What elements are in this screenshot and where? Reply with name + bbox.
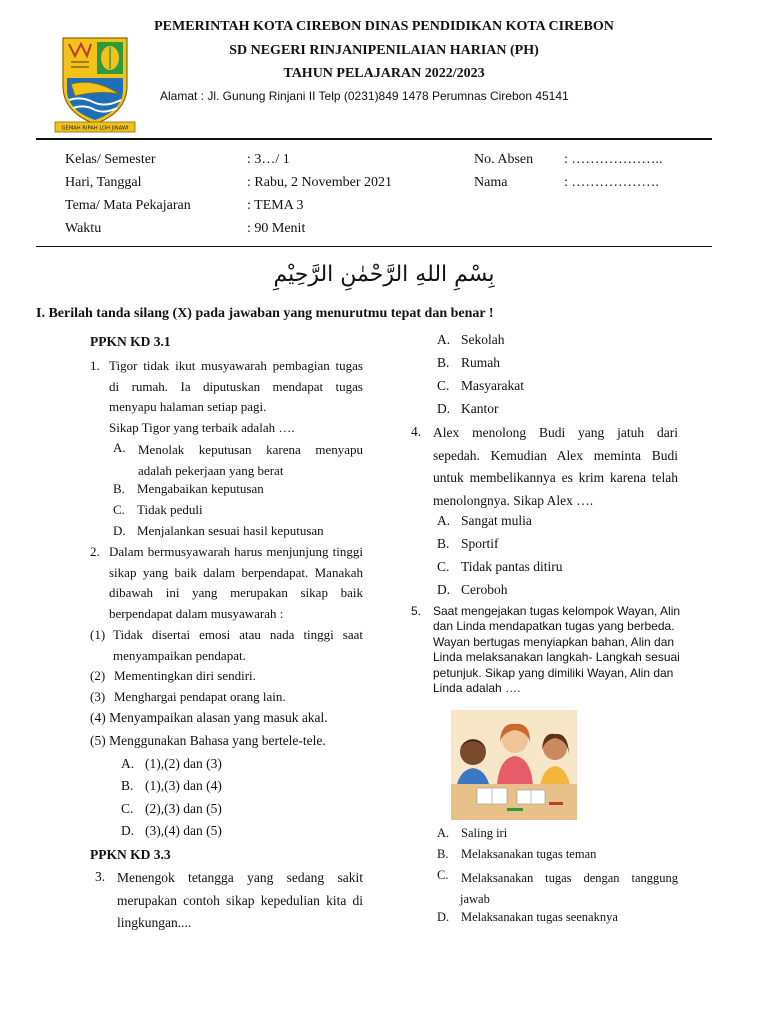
q3-number: 3. (95, 869, 106, 884)
q3-option-c[interactable]: C. Masyarakat (437, 378, 524, 393)
q3-text: Menengok tetangga yang sedang sakit merupakan contoh sikap kepedulian kita di lingkungan.... (117, 870, 363, 930)
q2-item-2: (2) Mementingkan diri sendiri. (90, 668, 256, 683)
kelas-value: : 3…/ 1 (247, 152, 290, 167)
q4-text: Alex menolong Budi yang jatuh dari sepedah. Kemudian Alex meminta Budi untuk membelikannya es krim karena telah menolongnya. Sikap Alex …. (433, 425, 678, 508)
tema-label: Tema/ Mata Pekajaran (65, 198, 191, 213)
info-divider (36, 246, 712, 247)
q5-option-b[interactable]: B. Melaksanakan tugas teman (437, 847, 597, 861)
q1-option-c[interactable]: C. Tidak peduli (113, 502, 203, 517)
waktu-label: Waktu (65, 221, 102, 236)
header-line-2: SD NEGERI RINJANIPENILAIAN HARIAN (PH) (229, 43, 539, 58)
q2-number: 2. (90, 544, 100, 559)
nama-label: Nama (474, 175, 508, 190)
nama-field[interactable]: : ………………. (564, 175, 659, 190)
q5-number: 5. (411, 604, 422, 618)
q5-text: Saat mengejakan tugas kelompok Wayan, Alin dan Linda mendapatkan tugas yang berbeda. Wayan bertugas menyiapkan bahan, Alin dan Linda melaksanakan langkah- Langkah sesuai petunjuk. Sikap yang dimiliki Wayan, Alin dan Linda adalah …. (433, 604, 681, 696)
hari-label: Hari, Tanggal (65, 175, 142, 190)
hari-value: : Rabu, 2 November 2021 (247, 175, 393, 190)
q5-option-d[interactable]: D. Melaksanakan tugas seenaknya (437, 910, 618, 924)
q1-text: Tigor tidak ikut musyawarah pembagian tugas di rumah. Ia diputuskan mendapat tugas menyapu halaman setiap pagi. (109, 358, 363, 415)
q2-text: Dalam bermusyawarah harus menjunjung tinggi sikap yang baik dalam berpendapat. Manakah dibawah ini yang merupakan sikap baik berpendapat dalam musyawarah : (109, 544, 363, 621)
cirebon-city-logo (53, 34, 137, 134)
q1-ask: Sikap Tigor yang terbaik adalah …. (109, 420, 295, 435)
children-studying-illustration (451, 710, 577, 820)
q4-option-d[interactable]: D. Ceroboh (437, 582, 508, 597)
q2-option-d[interactable]: D. (3),(4) dan (5) (121, 823, 222, 838)
logo-motto: GEMAH RIPAH LOH JINAWI (61, 125, 129, 132)
q2-item-1: Tidak disertai emosi atau nada tinggi saat menyampaikan pendapat. (113, 627, 363, 663)
q2-item-4: (4) Menyampaikan alasan yang masuk akal. (90, 710, 328, 725)
q2-option-c[interactable]: C. (2),(3) dan (5) (121, 801, 222, 816)
header-line-3: TAHUN PELAJARAN 2022/2023 (283, 66, 485, 81)
q2-item-5: (5) Menggunakan Bahasa yang bertele-tele. (90, 733, 326, 748)
waktu-value: : 90 Menit (247, 221, 306, 236)
q2-option-a[interactable]: A. (1),(2) dan (3) (121, 756, 222, 771)
kd-heading-3-3: PPKN KD 3.3 (90, 847, 171, 862)
q4-option-b[interactable]: B. Sportif (437, 536, 499, 551)
q4-option-c[interactable]: C. Tidak pantas ditiru (437, 559, 563, 574)
q4-number: 4. (411, 424, 422, 439)
q1-option-d[interactable]: D. Menjalankan sesuai hasil keputusan (113, 523, 324, 538)
absen-label: No. Absen (474, 152, 534, 167)
q3-option-a[interactable]: A. Sekolah (437, 332, 505, 347)
q3-option-b[interactable]: B. Rumah (437, 355, 500, 370)
q2-item-1-label: (1) (90, 627, 106, 642)
q5-option-c[interactable]: C. Melaksanakan tugas dengan tanggung jawab (437, 868, 678, 906)
header-line-1: PEMERINTAH KOTA CIREBON DINAS PENDIDIKAN KOTA CIREBON (154, 19, 614, 34)
q3-option-d[interactable]: D. Kantor (437, 401, 499, 416)
q1-option-b[interactable]: B. Mengabaikan keputusan (113, 481, 264, 496)
absen-field[interactable]: : ……………….. (564, 152, 663, 167)
school-address: Alamat : Jl. Gunung Rinjani II Telp (0231)849 1478 Perumnas Cirebon 45141 (160, 89, 569, 103)
q1-number: 1. (90, 358, 100, 373)
q5-option-a[interactable]: A. Saling iri (437, 826, 508, 840)
q2-item-3: (3) Menghargai pendapat orang lain. (90, 689, 286, 704)
kd-heading-3-1: PPKN KD 3.1 (90, 334, 171, 349)
kelas-label: Kelas/ Semester (65, 152, 156, 167)
basmalah: بِسْمِ اللهِ الرَّحْمٰنِ الرَّحِيْمِ (273, 262, 495, 287)
tema-value: : TEMA 3 (247, 198, 304, 213)
section-instruction: I. Berilah tanda silang (X) pada jawaban yang menurutmu tepat dan benar ! (36, 306, 494, 321)
q4-option-a[interactable]: A. Sangat mulia (437, 513, 532, 528)
q1-option-a[interactable]: A. Menolak keputusan karena menyapu adalah pekerjaan yang berat (113, 440, 363, 478)
header-divider (36, 138, 712, 140)
q2-option-b[interactable]: B. (1),(3) dan (4) (121, 778, 222, 793)
